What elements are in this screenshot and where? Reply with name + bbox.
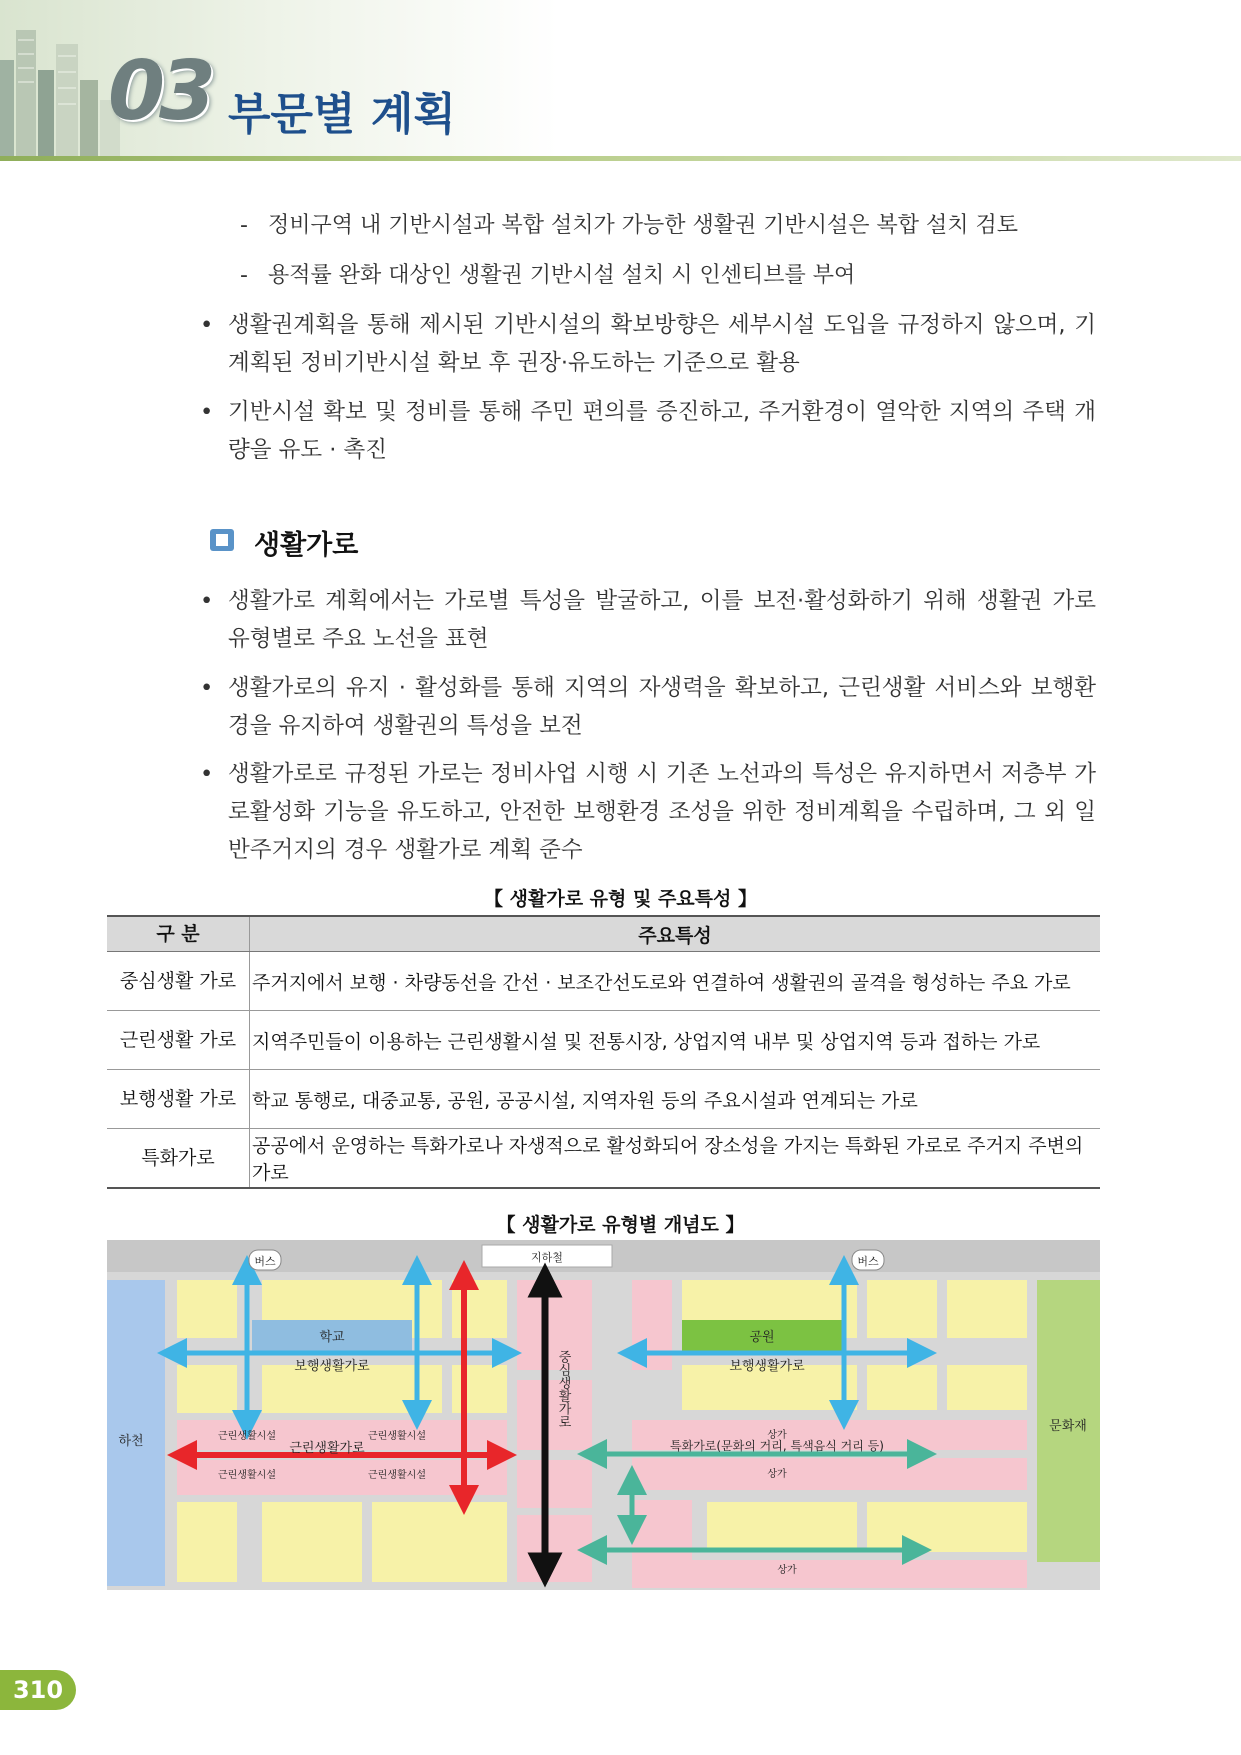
header-divider <box>0 156 1241 161</box>
chapter-number: 03 <box>108 44 211 139</box>
column-header-features: 주요특성 <box>250 916 1101 952</box>
label-shop-3: 상가 <box>777 1565 797 1576</box>
label-special-street: 특화가로(문화의 거리, 특색음식 거리 등) <box>670 1439 884 1453</box>
bullet-item <box>200 755 1096 869</box>
bullet-text: 생활가로로 규정된 가로는 정비사업 시행 시 기존 노선과의 특성은 유지하면서 저층부 가로활성화 기능을 유도하고, 안전한 보행환경 조성을 위한 정비계획을 수립하며, 그 외 일반주거지의 경우 생활가로 계획 준수 <box>228 761 1096 863</box>
table-row <box>107 952 1100 1011</box>
row-desc: 지역주민들이 이용하는 근린생활시설 및 전통시장, 상업지역 내부 및 상업지역 등과 접하는 가로 <box>250 1011 1101 1070</box>
bullet-text: 기반시설 확보 및 정비를 통해 주민 편의를 증진하고, 주거환경이 열악한 지역의 주택 개량을 유도 · 촉진 <box>228 399 1096 463</box>
label-walk-left: 보행생활가로 <box>294 1359 370 1374</box>
bullet-text: 생활권계획을 통해 제시된 기반시설의 확보방향은 세부시설 도입을 규정하지 않으며, 기 계획된 정비기반시설 확보 후 권장·유도하는 기준으로 활용 <box>228 312 1096 376</box>
square-bullet-icon <box>210 529 234 551</box>
row-type: 중심생활 가로 <box>107 952 250 1011</box>
label-facility-3: 근린생활시설 <box>218 1470 276 1481</box>
label-facility-4: 근린생활시설 <box>368 1470 426 1481</box>
street-concept-diagram <box>107 1240 1100 1590</box>
row-desc: 주거지에서 보행 · 차량동선을 간선 · 보조간선도로와 연결하여 생활권의 골격을 형성하는 주요 가로 <box>250 952 1101 1011</box>
label-subway: 지하철 <box>531 1251 563 1264</box>
bullet-text: 생활가로의 유지 · 활성화를 통해 지역의 자생력을 확보하고, 근린생활 서비스와 보행환경을 유지하여 생활권의 특성을 보전 <box>228 675 1096 739</box>
city-skyline-illustration <box>0 20 120 156</box>
dash-item <box>240 208 1018 239</box>
page-number: 310 <box>0 1670 76 1710</box>
label-park: 공원 <box>749 1330 775 1345</box>
page-header <box>0 0 1241 160</box>
label-school: 학교 <box>319 1330 345 1345</box>
table-row <box>107 1129 1100 1189</box>
bullet-item <box>200 306 1096 382</box>
bullet-icon: • <box>200 399 214 425</box>
dash-item-text: 정비구역 내 기반시설과 복합 설치가 가능한 생활권 기반시설은 복합 설치 검토 <box>268 213 1018 238</box>
label-facility-1: 근린생활시설 <box>218 1431 276 1442</box>
dash-item-text: 용적률 완화 대상인 생활권 기반시설 설치 시 인센티브를 부여 <box>268 263 856 288</box>
label-walk-right: 보행생활가로 <box>729 1359 805 1374</box>
bullet-item <box>200 582 1096 658</box>
label-shop-1: 상가 <box>767 1430 787 1441</box>
table-caption: 【 생활가로 유형 및 주요특성 】 <box>484 888 757 910</box>
label-river: 하천 <box>118 1434 144 1449</box>
label-bus-right: 버스 <box>857 1255 879 1268</box>
bullet-icon: • <box>200 675 214 701</box>
bullet-icon: • <box>200 312 214 338</box>
bullet-text: 생활가로 계획에서는 가로별 특성을 발굴하고, 이를 보전·활성화하기 위해 생활권 가로 유형별로 주요 노선을 표현 <box>228 588 1096 652</box>
label-facility-2: 근린생활시설 <box>368 1431 426 1442</box>
label-bus-left: 버스 <box>254 1255 276 1268</box>
bullet-item <box>200 669 1096 745</box>
dash-marker: - <box>240 263 248 288</box>
label-heritage: 문화재 <box>1049 1419 1087 1434</box>
table-row <box>107 1011 1100 1070</box>
table-header-row <box>107 916 1100 952</box>
table-row <box>107 1070 1100 1129</box>
chapter-title: 부문별 계획 <box>228 89 456 140</box>
row-desc: 학교 통행로, 대중교통, 공원, 공공시설, 지역자원 등의 주요시설과 연계되는 가로 <box>250 1070 1101 1129</box>
street-type-table <box>107 915 1100 1189</box>
label-neighborhood-street: 근린생활가로 <box>289 1441 365 1456</box>
section-title: 생활가로 <box>254 530 359 561</box>
river-area <box>107 1280 165 1586</box>
diagram-caption: 【 생활가로 유형별 개념도 】 <box>496 1214 745 1236</box>
label-central-street: 중심생활가로 <box>555 1350 571 1428</box>
row-type: 근린생활 가로 <box>107 1011 250 1070</box>
dash-item <box>240 258 855 289</box>
bullet-icon: • <box>200 761 214 787</box>
row-type: 특화가로 <box>107 1129 250 1189</box>
row-type: 보행생활 가로 <box>107 1070 250 1129</box>
bullet-item <box>200 393 1096 469</box>
dash-marker: - <box>240 213 248 238</box>
column-header-type: 구 분 <box>107 916 250 952</box>
label-shop-2: 상가 <box>767 1469 787 1480</box>
row-desc: 공공에서 운영하는 특화가로나 자생적으로 활성화되어 장소성을 가지는 특화된 가로로 주거지 주변의 가로 <box>250 1129 1101 1189</box>
bullet-icon: • <box>200 588 214 614</box>
